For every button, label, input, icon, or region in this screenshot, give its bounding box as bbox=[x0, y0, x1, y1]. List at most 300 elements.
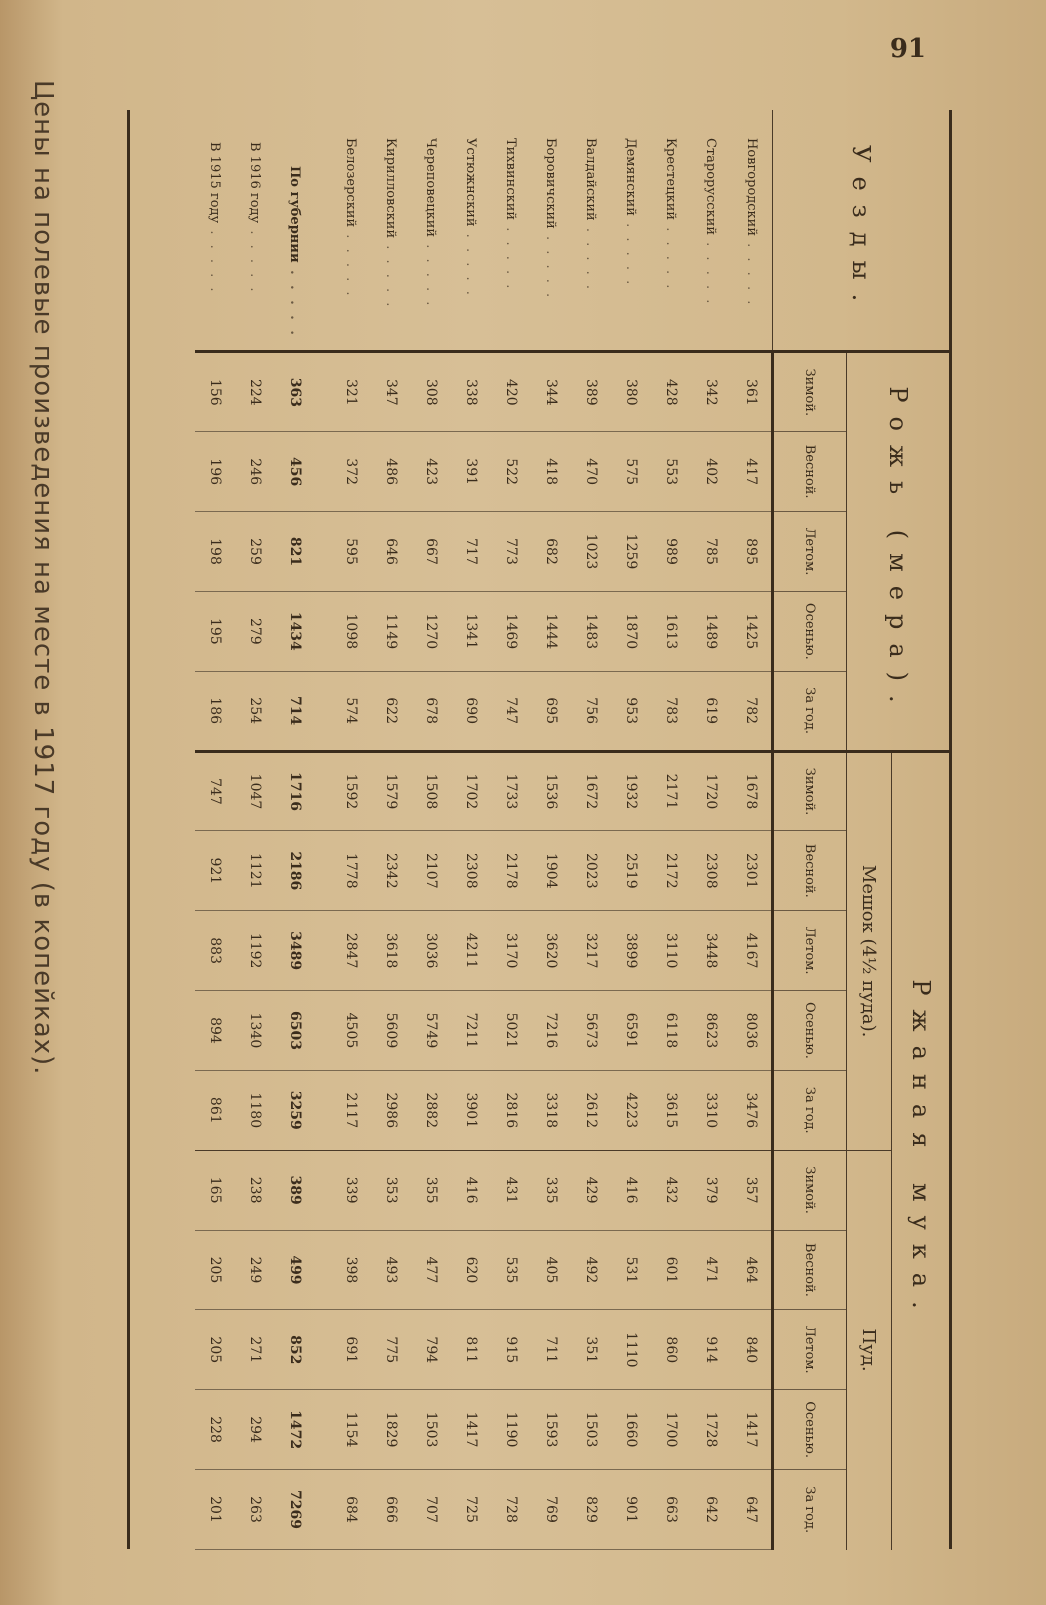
pood-price-cell: 769 bbox=[531, 1470, 571, 1550]
spacer-cell bbox=[315, 991, 331, 1071]
sack-season-header: За год. bbox=[773, 1070, 847, 1150]
sack-price-cell: 1904 bbox=[531, 831, 571, 911]
pood-price-cell: 398 bbox=[331, 1230, 371, 1310]
sack-price-cell: 921 bbox=[195, 831, 235, 911]
spacer-cell bbox=[315, 751, 331, 831]
district-label: Крестецкий bbox=[663, 138, 679, 221]
sack-price-cell: 5021 bbox=[491, 991, 531, 1071]
pood-price-cell: 1472 bbox=[275, 1390, 315, 1470]
sack-price-cell: 2107 bbox=[411, 831, 451, 911]
sack-price-cell: 1579 bbox=[371, 751, 411, 831]
sack-price-cell: 1047 bbox=[235, 751, 275, 831]
rye-price-cell: 714 bbox=[275, 671, 315, 751]
table-row bbox=[371, 110, 411, 1550]
district-name bbox=[651, 110, 691, 352]
sack-price-cell: 2519 bbox=[611, 831, 651, 911]
pood-price-cell: 1503 bbox=[571, 1390, 611, 1470]
sack-price-cell: 2023 bbox=[571, 831, 611, 911]
rye-price-cell: 785 bbox=[691, 512, 731, 592]
sack-season-header: Осенью. bbox=[773, 991, 847, 1071]
pood-price-cell: 201 bbox=[195, 1470, 235, 1550]
sack-price-cell: 3489 bbox=[275, 911, 315, 991]
sack-price-cell: 1716 bbox=[275, 751, 315, 831]
pood-price-cell: 535 bbox=[491, 1230, 531, 1310]
pood-price-cell: 7269 bbox=[275, 1470, 315, 1550]
pood-price-cell: 663 bbox=[651, 1470, 691, 1550]
rye-price-cell: 486 bbox=[371, 432, 411, 512]
sack-price-cell: 2301 bbox=[731, 831, 773, 911]
pood-price-cell: 711 bbox=[531, 1310, 571, 1390]
pood-price-cell: 379 bbox=[691, 1150, 731, 1230]
district-label: Устюжнский bbox=[463, 138, 479, 227]
district-name bbox=[331, 110, 371, 352]
sack-price-cell: 3476 bbox=[731, 1070, 773, 1150]
pood-price-cell: 901 bbox=[611, 1470, 651, 1550]
district-name bbox=[235, 110, 275, 352]
pood-price-cell: 294 bbox=[235, 1390, 275, 1470]
rye-price-cell: 246 bbox=[235, 432, 275, 512]
pood-price-cell: 493 bbox=[371, 1230, 411, 1310]
pood-price-cell: 357 bbox=[731, 1150, 773, 1230]
sack-price-cell: 5749 bbox=[411, 991, 451, 1071]
sack-price-cell: 1702 bbox=[451, 751, 491, 831]
leader-dots: . . . . . bbox=[463, 226, 479, 298]
leader-dots: . . . . . bbox=[247, 223, 263, 295]
pood-price-cell: 1700 bbox=[651, 1390, 691, 1470]
pood-price-cell: 914 bbox=[691, 1310, 731, 1390]
sack-price-cell: 883 bbox=[195, 911, 235, 991]
pood-price-cell: 339 bbox=[331, 1150, 371, 1230]
sack-price-cell: 3448 bbox=[691, 911, 731, 991]
sack-price-cell: 2172 bbox=[651, 831, 691, 911]
spacer-cell bbox=[315, 1310, 331, 1390]
pood-price-cell: 666 bbox=[371, 1470, 411, 1550]
sack-price-cell: 2308 bbox=[451, 831, 491, 911]
pood-price-cell: 811 bbox=[451, 1310, 491, 1390]
spacer-cell bbox=[315, 831, 331, 911]
pood-price-cell: 416 bbox=[611, 1150, 651, 1230]
sack-price-cell: 747 bbox=[195, 751, 235, 831]
leader-dots: . . . . . bbox=[383, 238, 399, 310]
sack-price-cell: 2186 bbox=[275, 831, 315, 911]
price-table bbox=[195, 110, 950, 1550]
table-caption: Цены на полевые произведения на месте в 1917 году (в копейках). bbox=[28, 80, 58, 1076]
sack-price-cell: 3620 bbox=[531, 911, 571, 991]
leader-dots: . . . . . bbox=[207, 223, 223, 295]
pood-price-cell: 1829 bbox=[371, 1390, 411, 1470]
sack-price-cell: 1192 bbox=[235, 911, 275, 991]
pood-price-cell: 389 bbox=[275, 1150, 315, 1230]
sack-price-cell: 3110 bbox=[651, 911, 691, 991]
table-row bbox=[451, 110, 491, 1550]
pood-subgroup-header: Пуд. bbox=[847, 1150, 892, 1549]
sack-price-cell: 5609 bbox=[371, 991, 411, 1071]
sack-price-cell: 6591 bbox=[611, 991, 651, 1071]
leader-dots: . . . . . bbox=[423, 237, 439, 309]
rye-price-cell: 420 bbox=[491, 352, 531, 432]
sack-price-cell: 3899 bbox=[611, 911, 651, 991]
pood-season-header: Осенью. bbox=[773, 1390, 847, 1470]
rye-price-cell: 682 bbox=[531, 512, 571, 592]
rye-price-cell: 1489 bbox=[691, 591, 731, 671]
rye-price-cell: 678 bbox=[411, 671, 451, 751]
leader-dots: . . . . . bbox=[663, 220, 679, 292]
pood-price-cell: 477 bbox=[411, 1230, 451, 1310]
table-bottom-rule bbox=[127, 110, 130, 1549]
table-row bbox=[331, 110, 371, 1550]
rye-price-cell: 389 bbox=[571, 352, 611, 432]
sack-price-cell: 3318 bbox=[531, 1070, 571, 1150]
sack-price-cell: 1678 bbox=[731, 751, 773, 831]
sack-price-cell: 2171 bbox=[651, 751, 691, 831]
spacer-cell bbox=[315, 512, 331, 592]
rye-price-cell: 756 bbox=[571, 671, 611, 751]
rye-price-cell: 402 bbox=[691, 432, 731, 512]
pood-price-cell: 794 bbox=[411, 1310, 451, 1390]
leader-dots: . . . . . bbox=[543, 228, 559, 301]
district-name bbox=[451, 110, 491, 352]
district-column-header: Уезды. bbox=[773, 110, 951, 352]
spacer-cell bbox=[315, 1230, 331, 1310]
rye-price-cell: 372 bbox=[331, 432, 371, 512]
district-name bbox=[411, 110, 451, 352]
sack-season-header: Летом. bbox=[773, 911, 847, 991]
leader-dots: . . . . . bbox=[503, 220, 519, 292]
pood-price-cell: 1417 bbox=[731, 1390, 773, 1470]
pood-price-cell: 642 bbox=[691, 1470, 731, 1550]
spacer-cell bbox=[315, 1390, 331, 1470]
rye-price-cell: 321 bbox=[331, 352, 371, 432]
rye-price-cell: 1483 bbox=[571, 591, 611, 671]
rye-price-cell: 821 bbox=[275, 512, 315, 592]
rye-price-cell: 667 bbox=[411, 512, 451, 592]
rye-price-cell: 456 bbox=[275, 432, 315, 512]
sack-price-cell: 2178 bbox=[491, 831, 531, 911]
rye-season-header: Осенью. bbox=[773, 591, 847, 671]
rye-price-cell: 1613 bbox=[651, 591, 691, 671]
pood-price-cell: 416 bbox=[451, 1150, 491, 1230]
rye-price-cell: 522 bbox=[491, 432, 531, 512]
rye-price-cell: 553 bbox=[651, 432, 691, 512]
summary-row bbox=[275, 110, 315, 1550]
sack-price-cell: 5673 bbox=[571, 991, 611, 1071]
pood-price-cell: 860 bbox=[651, 1310, 691, 1390]
rye-price-cell: 224 bbox=[235, 352, 275, 432]
rye-price-cell: 1469 bbox=[491, 591, 531, 671]
pood-price-cell: 531 bbox=[611, 1230, 651, 1310]
rye-price-cell: 279 bbox=[235, 591, 275, 671]
sack-price-cell: 2847 bbox=[331, 911, 371, 991]
sack-price-cell: 2986 bbox=[371, 1070, 411, 1150]
spacer-cell bbox=[315, 911, 331, 991]
spacer-cell bbox=[315, 1470, 331, 1550]
district-label: Новгородский bbox=[744, 138, 759, 237]
rye-price-cell: 574 bbox=[331, 671, 371, 751]
pood-price-cell: 915 bbox=[491, 1310, 531, 1390]
pood-price-cell: 1503 bbox=[411, 1390, 451, 1470]
sack-price-cell: 2117 bbox=[331, 1070, 371, 1150]
sack-price-cell: 1592 bbox=[331, 751, 371, 831]
rye-price-cell: 417 bbox=[731, 432, 773, 512]
sack-price-cell: 6503 bbox=[275, 991, 315, 1071]
sack-price-cell: 1536 bbox=[531, 751, 571, 831]
rye-price-cell: 186 bbox=[195, 671, 235, 751]
rye-season-header: Летом. bbox=[773, 512, 847, 592]
sack-price-cell: 8036 bbox=[731, 991, 773, 1071]
sack-price-cell: 2882 bbox=[411, 1070, 451, 1150]
pood-price-cell: 725 bbox=[451, 1470, 491, 1550]
spacer-row bbox=[315, 110, 331, 1550]
leader-dots: . . . . . bbox=[343, 227, 359, 299]
rye-price-cell: 1444 bbox=[531, 591, 571, 671]
pood-price-cell: 840 bbox=[731, 1310, 773, 1390]
leader-dots: . . . . . bbox=[744, 236, 759, 308]
sack-price-cell: 3310 bbox=[691, 1070, 731, 1150]
rye-price-cell: 428 bbox=[651, 352, 691, 432]
pood-season-header: За год. bbox=[773, 1470, 847, 1550]
pood-price-cell: 684 bbox=[331, 1470, 371, 1550]
pood-price-cell: 829 bbox=[571, 1470, 611, 1550]
pood-price-cell: 1190 bbox=[491, 1390, 531, 1470]
pood-price-cell: 263 bbox=[235, 1470, 275, 1550]
summary-row bbox=[235, 110, 275, 1550]
sack-price-cell: 1180 bbox=[235, 1070, 275, 1150]
rye-price-cell: 1098 bbox=[331, 591, 371, 671]
rye-price-cell: 1870 bbox=[611, 591, 651, 671]
rye-price-cell: 380 bbox=[611, 352, 651, 432]
sack-price-cell: 4505 bbox=[331, 991, 371, 1071]
sack-price-cell: 4167 bbox=[731, 911, 773, 991]
pood-price-cell: 238 bbox=[235, 1150, 275, 1230]
rye-price-cell: 646 bbox=[371, 512, 411, 592]
sack-price-cell: 2308 bbox=[691, 831, 731, 911]
pood-price-cell: 205 bbox=[195, 1230, 235, 1310]
table-row bbox=[691, 110, 731, 1550]
rye-price-cell: 717 bbox=[451, 512, 491, 592]
pood-price-cell: 647 bbox=[731, 1470, 773, 1550]
rye-price-cell: 895 bbox=[731, 512, 773, 592]
rye-price-cell: 747 bbox=[491, 671, 531, 751]
pood-price-cell: 728 bbox=[491, 1470, 531, 1550]
rye-price-cell: 773 bbox=[491, 512, 531, 592]
sack-price-cell: 3170 bbox=[491, 911, 531, 991]
sack-price-cell: 894 bbox=[195, 991, 235, 1071]
table-row bbox=[731, 110, 773, 1550]
pood-price-cell: 499 bbox=[275, 1230, 315, 1310]
sack-price-cell: 2612 bbox=[571, 1070, 611, 1150]
district-label: В 1915 году bbox=[207, 142, 223, 224]
rye-price-cell: 338 bbox=[451, 352, 491, 432]
rye-price-cell: 1270 bbox=[411, 591, 451, 671]
pood-price-cell: 691 bbox=[331, 1310, 371, 1390]
rye-season-header: За год. bbox=[773, 671, 847, 751]
pood-price-cell: 205 bbox=[195, 1310, 235, 1390]
pood-price-cell: 249 bbox=[235, 1230, 275, 1310]
sack-subgroup-header: Мешок (4½ пуда). bbox=[847, 751, 892, 1150]
rye-price-cell: 782 bbox=[731, 671, 773, 751]
rye-season-header: Зимой. bbox=[773, 352, 847, 432]
rye-group-header: Рожь (мера). bbox=[847, 352, 951, 751]
pood-price-cell: 335 bbox=[531, 1150, 571, 1230]
district-label: По губернии bbox=[287, 166, 303, 263]
pood-price-cell: 1417 bbox=[451, 1390, 491, 1470]
rye-price-cell: 363 bbox=[275, 352, 315, 432]
rye-price-cell: 1434 bbox=[275, 591, 315, 671]
pood-price-cell: 492 bbox=[571, 1230, 611, 1310]
sack-price-cell: 1672 bbox=[571, 751, 611, 831]
rye-price-cell: 1425 bbox=[731, 591, 773, 671]
sack-price-cell: 3615 bbox=[651, 1070, 691, 1150]
pood-season-header: Весной. bbox=[773, 1230, 847, 1310]
pood-price-cell: 1660 bbox=[611, 1390, 651, 1470]
pood-price-cell: 601 bbox=[651, 1230, 691, 1310]
rye-price-cell: 1341 bbox=[451, 591, 491, 671]
page-number: 91 bbox=[889, 34, 926, 64]
pood-price-cell: 165 bbox=[195, 1150, 235, 1230]
sack-price-cell: 4211 bbox=[451, 911, 491, 991]
pood-price-cell: 355 bbox=[411, 1150, 451, 1230]
rye-price-cell: 361 bbox=[731, 352, 773, 432]
table-row bbox=[571, 110, 611, 1550]
rye-price-cell: 195 bbox=[195, 591, 235, 671]
sack-price-cell: 1340 bbox=[235, 991, 275, 1071]
rye-price-cell: 196 bbox=[195, 432, 235, 512]
sack-price-cell: 2342 bbox=[371, 831, 411, 911]
sack-price-cell: 3618 bbox=[371, 911, 411, 991]
pood-price-cell: 707 bbox=[411, 1470, 451, 1550]
rye-price-cell: 391 bbox=[451, 432, 491, 512]
sack-price-cell: 2816 bbox=[491, 1070, 531, 1150]
sack-price-cell: 1778 bbox=[331, 831, 371, 911]
pood-price-cell: 432 bbox=[651, 1150, 691, 1230]
district-label: В 1916 году bbox=[247, 142, 263, 224]
rye-price-cell: 695 bbox=[531, 671, 571, 751]
rye-price-cell: 308 bbox=[411, 352, 451, 432]
sack-price-cell: 3217 bbox=[571, 911, 611, 991]
sack-price-cell: 7211 bbox=[451, 991, 491, 1071]
rye-price-cell: 198 bbox=[195, 512, 235, 592]
sack-price-cell: 8623 bbox=[691, 991, 731, 1071]
rye-price-cell: 156 bbox=[195, 352, 235, 432]
district-name bbox=[731, 110, 773, 352]
district-name bbox=[371, 110, 411, 352]
spacer-cell bbox=[315, 1150, 331, 1230]
pood-season-header: Зимой. bbox=[773, 1150, 847, 1230]
district-name bbox=[691, 110, 731, 352]
pood-price-cell: 405 bbox=[531, 1230, 571, 1310]
district-name bbox=[531, 110, 571, 352]
rye-price-cell: 690 bbox=[451, 671, 491, 751]
district-label: Валдайский bbox=[583, 138, 599, 221]
pood-price-cell: 852 bbox=[275, 1310, 315, 1390]
spacer-cell bbox=[315, 432, 331, 512]
sack-season-header: Зимой. bbox=[773, 751, 847, 831]
table-row bbox=[651, 110, 691, 1550]
flour-group-header: Ржаная мука. bbox=[892, 751, 951, 1549]
district-label: Тихвинский bbox=[503, 138, 519, 221]
sack-price-cell: 1932 bbox=[611, 751, 651, 831]
table-row bbox=[531, 110, 571, 1550]
rye-price-cell: 344 bbox=[531, 352, 571, 432]
pood-price-cell: 271 bbox=[235, 1310, 275, 1390]
leader-dots: . . . . . bbox=[583, 220, 599, 293]
rye-price-cell: 619 bbox=[691, 671, 731, 751]
rye-price-cell: 423 bbox=[411, 432, 451, 512]
rye-price-cell: 259 bbox=[235, 512, 275, 592]
spacer-cell bbox=[315, 110, 331, 352]
leader-dots: . . . . . bbox=[287, 262, 303, 338]
sack-season-header: Весной. bbox=[773, 831, 847, 911]
pood-price-cell: 1728 bbox=[691, 1390, 731, 1470]
sack-price-cell: 1733 bbox=[491, 751, 531, 831]
pood-price-cell: 429 bbox=[571, 1150, 611, 1230]
sack-price-cell: 1121 bbox=[235, 831, 275, 911]
pood-price-cell: 1154 bbox=[331, 1390, 371, 1470]
spacer-cell bbox=[315, 352, 331, 432]
sack-price-cell: 3036 bbox=[411, 911, 451, 991]
sack-price-cell: 6118 bbox=[651, 991, 691, 1071]
pood-price-cell: 1110 bbox=[611, 1310, 651, 1390]
rye-price-cell: 1259 bbox=[611, 512, 651, 592]
pood-price-cell: 1593 bbox=[531, 1390, 571, 1470]
district-label: Демянский bbox=[623, 138, 639, 216]
sack-price-cell: 3901 bbox=[451, 1070, 491, 1150]
table-row bbox=[411, 110, 451, 1550]
pood-price-cell: 228 bbox=[195, 1390, 235, 1470]
district-name bbox=[275, 110, 315, 352]
rye-price-cell: 783 bbox=[651, 671, 691, 751]
pood-price-cell: 351 bbox=[571, 1310, 611, 1390]
district-name bbox=[491, 110, 531, 352]
pood-season-header: Летом. bbox=[773, 1310, 847, 1390]
district-name bbox=[195, 110, 235, 352]
district-label: Кирилловский bbox=[383, 138, 399, 239]
pood-price-cell: 464 bbox=[731, 1230, 773, 1310]
rye-price-cell: 418 bbox=[531, 432, 571, 512]
spacer-cell bbox=[315, 591, 331, 671]
pood-price-cell: 471 bbox=[691, 1230, 731, 1310]
spacer-cell bbox=[315, 1070, 331, 1150]
table-row bbox=[611, 110, 651, 1550]
rye-season-header: Весной. bbox=[773, 432, 847, 512]
rye-price-cell: 595 bbox=[331, 512, 371, 592]
district-name bbox=[611, 110, 651, 352]
rye-price-cell: 575 bbox=[611, 432, 651, 512]
rye-price-cell: 1023 bbox=[571, 512, 611, 592]
table-row bbox=[491, 110, 531, 1550]
sack-price-cell: 3259 bbox=[275, 1070, 315, 1150]
spacer-cell bbox=[315, 671, 331, 751]
district-label: Белозерский bbox=[343, 138, 359, 228]
sack-price-cell: 1508 bbox=[411, 751, 451, 831]
leader-dots: . . . . . bbox=[703, 235, 719, 307]
district-label: Старорусский bbox=[703, 138, 719, 236]
rye-price-cell: 342 bbox=[691, 352, 731, 432]
pood-price-cell: 775 bbox=[371, 1310, 411, 1390]
pood-price-cell: 620 bbox=[451, 1230, 491, 1310]
summary-row bbox=[195, 110, 235, 1550]
district-name bbox=[571, 110, 611, 352]
pood-price-cell: 353 bbox=[371, 1150, 411, 1230]
rye-price-cell: 1149 bbox=[371, 591, 411, 671]
district-label: Боровичский bbox=[543, 138, 559, 229]
rye-price-cell: 953 bbox=[611, 671, 651, 751]
sack-price-cell: 1720 bbox=[691, 751, 731, 831]
rye-price-cell: 622 bbox=[371, 671, 411, 751]
pood-price-cell: 431 bbox=[491, 1150, 531, 1230]
district-label: Череповецкий bbox=[423, 138, 439, 238]
sack-price-cell: 4223 bbox=[611, 1070, 651, 1150]
